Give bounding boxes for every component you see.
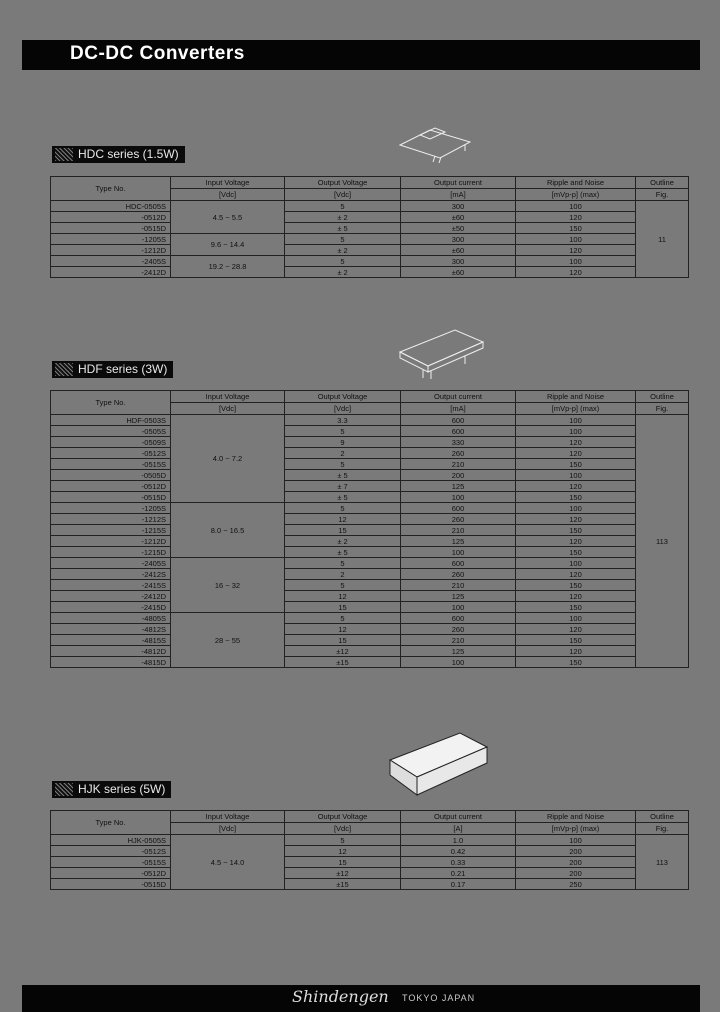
- hjk-spec-table: [50, 810, 689, 890]
- ripple-noise: 100: [516, 256, 636, 267]
- table-row: [51, 470, 689, 481]
- output-voltage: 5: [285, 613, 401, 624]
- col-header-input-unit: [Vdc]: [171, 823, 285, 835]
- output-voltage: ± 5: [285, 492, 401, 503]
- type-number: -0509S: [51, 437, 171, 448]
- table-row: [51, 426, 689, 437]
- table-row: [51, 835, 689, 846]
- table-row: [51, 846, 689, 857]
- hdc-series-label: HDC series (1.5W): [52, 146, 185, 163]
- type-number: -0515S: [51, 857, 171, 868]
- input-voltage-range: 19.2 ~ 28.8: [171, 256, 285, 278]
- type-number: -1212D: [51, 245, 171, 256]
- output-current: 260: [401, 569, 516, 580]
- table-row: [51, 448, 689, 459]
- output-current: 125: [401, 646, 516, 657]
- ripple-noise: 120: [516, 267, 636, 278]
- type-number: -1212S: [51, 514, 171, 525]
- col-header-outline: Outline: [636, 811, 689, 823]
- footer-bar: [22, 985, 700, 1012]
- col-header-fig: Fig.: [636, 189, 689, 201]
- type-number: -4812S: [51, 624, 171, 635]
- hdc-product-illustration: [395, 120, 485, 165]
- col-header-output-current-unit: [A]: [401, 823, 516, 835]
- ripple-noise: 120: [516, 514, 636, 525]
- ripple-noise: 100: [516, 558, 636, 569]
- hjk-product-illustration: [385, 725, 495, 805]
- type-number: -0512D: [51, 481, 171, 492]
- table-row: [51, 267, 689, 278]
- ripple-noise: 150: [516, 223, 636, 234]
- ripple-noise: 100: [516, 415, 636, 426]
- ripple-noise: 150: [516, 459, 636, 470]
- type-number: -2405S: [51, 558, 171, 569]
- output-current: 210: [401, 525, 516, 536]
- table-row: [51, 536, 689, 547]
- col-header-output-current: Output current: [401, 811, 516, 823]
- input-voltage-range: 28 ~ 55: [171, 613, 285, 668]
- series-marker-icon: [55, 363, 73, 376]
- ripple-noise: 100: [516, 201, 636, 212]
- type-number: -0515D: [51, 492, 171, 503]
- output-current: 260: [401, 448, 516, 459]
- type-number: -2415S: [51, 580, 171, 591]
- type-number: -1205S: [51, 503, 171, 514]
- table-row: [51, 635, 689, 646]
- type-number: HDC-0505S: [51, 201, 171, 212]
- output-voltage: 3.3: [285, 415, 401, 426]
- output-current: 600: [401, 558, 516, 569]
- ripple-noise: 150: [516, 580, 636, 591]
- ripple-noise: 250: [516, 879, 636, 890]
- output-current: 1.0: [401, 835, 516, 846]
- output-current: 300: [401, 201, 516, 212]
- ripple-noise: 150: [516, 602, 636, 613]
- col-header-fig: Fig.: [636, 403, 689, 415]
- table-row: [51, 580, 689, 591]
- table-row: [51, 602, 689, 613]
- header-bar: [22, 40, 700, 70]
- output-current: 210: [401, 580, 516, 591]
- type-number: -4812D: [51, 646, 171, 657]
- series-marker-icon: [55, 148, 73, 161]
- output-current: 300: [401, 234, 516, 245]
- type-number: -1205S: [51, 234, 171, 245]
- output-voltage: 5: [285, 426, 401, 437]
- ripple-noise: 100: [516, 426, 636, 437]
- ripple-noise: 120: [516, 536, 636, 547]
- output-current: 125: [401, 536, 516, 547]
- ripple-noise: 120: [516, 437, 636, 448]
- col-header-type: Type No.: [51, 811, 171, 835]
- output-voltage: ±12: [285, 868, 401, 879]
- output-current: ±60: [401, 267, 516, 278]
- output-voltage: ± 5: [285, 223, 401, 234]
- input-voltage-range: 9.6 ~ 14.4: [171, 234, 285, 256]
- col-header-input-unit: [Vdc]: [171, 189, 285, 201]
- output-current: 0.17: [401, 879, 516, 890]
- col-header-type: Type No.: [51, 177, 171, 201]
- col-header-outline: Outline: [636, 177, 689, 189]
- table-row: [51, 646, 689, 657]
- table-row: [51, 613, 689, 624]
- output-voltage: 12: [285, 591, 401, 602]
- table-row: [51, 591, 689, 602]
- type-number: -2405S: [51, 256, 171, 267]
- type-number: -0515D: [51, 223, 171, 234]
- ripple-noise: 100: [516, 234, 636, 245]
- ripple-noise: 100: [516, 503, 636, 514]
- input-voltage-range: 16 ~ 32: [171, 558, 285, 613]
- table-row: [51, 245, 689, 256]
- ripple-noise: 150: [516, 547, 636, 558]
- output-current: 600: [401, 415, 516, 426]
- type-number: -0505S: [51, 426, 171, 437]
- table-row: [51, 492, 689, 503]
- page-title: DC-DC Converters: [70, 43, 245, 64]
- output-voltage: 2: [285, 448, 401, 459]
- output-current: 260: [401, 514, 516, 525]
- output-current: 0.33: [401, 857, 516, 868]
- type-number: -0515S: [51, 459, 171, 470]
- output-voltage: 5: [285, 234, 401, 245]
- col-header-input-voltage: Input Voltage: [171, 177, 285, 189]
- col-header-output-voltage-unit: [Vdc]: [285, 403, 401, 415]
- col-header-output-voltage: Output Voltage: [285, 811, 401, 823]
- hdf-spec-table: [50, 390, 689, 668]
- ripple-noise: 120: [516, 212, 636, 223]
- type-number: -0512S: [51, 846, 171, 857]
- input-voltage-range: 4.0 ~ 7.2: [171, 415, 285, 503]
- output-current: ±60: [401, 245, 516, 256]
- ripple-noise: 120: [516, 448, 636, 459]
- table-row: [51, 569, 689, 580]
- output-voltage: 15: [285, 602, 401, 613]
- input-voltage-range: 4.5 ~ 14.0: [171, 835, 285, 890]
- table-row: [51, 415, 689, 426]
- table-row: [51, 868, 689, 879]
- col-header-ripple-unit: [mVp-p] (max): [516, 403, 636, 415]
- col-header-output-voltage-unit: [Vdc]: [285, 189, 401, 201]
- output-voltage: ±15: [285, 879, 401, 890]
- output-voltage: 15: [285, 525, 401, 536]
- col-header-output-current-unit: [mA]: [401, 403, 516, 415]
- output-voltage: ± 2: [285, 267, 401, 278]
- ripple-noise: 150: [516, 525, 636, 536]
- output-current: 100: [401, 547, 516, 558]
- col-header-ripple-unit: [mVp-p] (max): [516, 189, 636, 201]
- ripple-noise: 120: [516, 481, 636, 492]
- output-current: 210: [401, 635, 516, 646]
- output-current: 100: [401, 602, 516, 613]
- table-row: [51, 234, 689, 245]
- ripple-noise: 100: [516, 470, 636, 481]
- output-current: 100: [401, 492, 516, 503]
- col-header-input-unit: [Vdc]: [171, 403, 285, 415]
- table-row: [51, 525, 689, 536]
- output-voltage: 5: [285, 580, 401, 591]
- output-current: 200: [401, 470, 516, 481]
- ripple-noise: 120: [516, 646, 636, 657]
- output-current: 300: [401, 256, 516, 267]
- output-current: 330: [401, 437, 516, 448]
- output-current: ±60: [401, 212, 516, 223]
- table-row: [51, 212, 689, 223]
- output-voltage: 5: [285, 256, 401, 267]
- type-number: -0512D: [51, 212, 171, 223]
- brand-logo: Shindengen: [292, 987, 389, 1006]
- hjk-series-label: HJK series (5W): [52, 781, 171, 798]
- type-number: -1212D: [51, 536, 171, 547]
- output-voltage: 12: [285, 624, 401, 635]
- output-voltage: 5: [285, 558, 401, 569]
- type-number: -0512S: [51, 448, 171, 459]
- ripple-noise: 120: [516, 245, 636, 256]
- output-voltage: 15: [285, 857, 401, 868]
- col-header-ripple-unit: [mVp-p] (max): [516, 823, 636, 835]
- table-row: [51, 256, 689, 267]
- table-row: [51, 624, 689, 635]
- table-row: [51, 459, 689, 470]
- output-voltage: 2: [285, 569, 401, 580]
- table-row: [51, 558, 689, 569]
- outline-fig: 113: [636, 415, 689, 668]
- ripple-noise: 100: [516, 613, 636, 624]
- input-voltage-range: 4.5 ~ 5.5: [171, 201, 285, 234]
- output-current: 210: [401, 459, 516, 470]
- col-header-output-voltage: Output Voltage: [285, 177, 401, 189]
- input-voltage-range: 8.0 ~ 16.5: [171, 503, 285, 558]
- type-number: HDF-0503S: [51, 415, 171, 426]
- table-row: [51, 547, 689, 558]
- output-current: 0.21: [401, 868, 516, 879]
- ripple-noise: 120: [516, 624, 636, 635]
- col-header-input-voltage: Input Voltage: [171, 391, 285, 403]
- ripple-noise: 200: [516, 857, 636, 868]
- series-marker-icon: [55, 783, 73, 796]
- type-number: -2412D: [51, 591, 171, 602]
- outline-fig: 113: [636, 835, 689, 890]
- type-number: -1215S: [51, 525, 171, 536]
- table-row: [51, 657, 689, 668]
- output-voltage: 5: [285, 835, 401, 846]
- col-header-output-current: Output current: [401, 177, 516, 189]
- output-current: 260: [401, 624, 516, 635]
- col-header-output-current: Output current: [401, 391, 516, 403]
- table-row: [51, 223, 689, 234]
- outline-fig: 11: [636, 201, 689, 278]
- table-row: [51, 437, 689, 448]
- ripple-noise: 150: [516, 492, 636, 503]
- type-number: -0512D: [51, 868, 171, 879]
- ripple-noise: 200: [516, 846, 636, 857]
- output-current: 600: [401, 426, 516, 437]
- col-header-ripple-noise: Ripple and Noise: [516, 811, 636, 823]
- output-voltage: ± 2: [285, 245, 401, 256]
- col-header-output-voltage-unit: [Vdc]: [285, 823, 401, 835]
- table-row: [51, 201, 689, 212]
- output-voltage: ± 2: [285, 536, 401, 547]
- type-number: HJK-0505S: [51, 835, 171, 846]
- ripple-noise: 200: [516, 868, 636, 879]
- output-current: 125: [401, 591, 516, 602]
- hdf-series-label: HDF series (3W): [52, 361, 173, 378]
- col-header-type: Type No.: [51, 391, 171, 415]
- col-header-outline: Outline: [636, 391, 689, 403]
- output-voltage: 9: [285, 437, 401, 448]
- output-voltage: ±12: [285, 646, 401, 657]
- output-voltage: 5: [285, 459, 401, 470]
- output-voltage: 5: [285, 201, 401, 212]
- output-current: 0.42: [401, 846, 516, 857]
- brand-location: TOKYO JAPAN: [402, 993, 476, 1003]
- col-header-fig: Fig.: [636, 823, 689, 835]
- type-number: -2412D: [51, 267, 171, 278]
- table-row: [51, 503, 689, 514]
- type-number: -4815S: [51, 635, 171, 646]
- type-number: -4805S: [51, 613, 171, 624]
- output-voltage: ± 5: [285, 547, 401, 558]
- table-row: [51, 879, 689, 890]
- output-voltage: ±15: [285, 657, 401, 668]
- output-current: 100: [401, 657, 516, 668]
- type-number: -1215D: [51, 547, 171, 558]
- col-header-output-current-unit: [mA]: [401, 189, 516, 201]
- output-voltage: ± 2: [285, 212, 401, 223]
- output-current: 600: [401, 503, 516, 514]
- ripple-noise: 150: [516, 657, 636, 668]
- type-number: -2415D: [51, 602, 171, 613]
- col-header-input-voltage: Input Voltage: [171, 811, 285, 823]
- col-header-ripple-noise: Ripple and Noise: [516, 177, 636, 189]
- col-header-output-voltage: Output Voltage: [285, 391, 401, 403]
- table-row: [51, 481, 689, 492]
- output-voltage: ± 5: [285, 470, 401, 481]
- ripple-noise: 100: [516, 835, 636, 846]
- output-current: ±50: [401, 223, 516, 234]
- output-voltage: ± 7: [285, 481, 401, 492]
- type-number: -0505D: [51, 470, 171, 481]
- type-number: -2412S: [51, 569, 171, 580]
- output-voltage: 15: [285, 635, 401, 646]
- ripple-noise: 150: [516, 635, 636, 646]
- type-number: -0515D: [51, 879, 171, 890]
- table-row: [51, 514, 689, 525]
- type-number: -4815D: [51, 657, 171, 668]
- table-row: [51, 857, 689, 868]
- ripple-noise: 120: [516, 569, 636, 580]
- output-current: 600: [401, 613, 516, 624]
- hdc-spec-table: [50, 176, 689, 278]
- col-header-ripple-noise: Ripple and Noise: [516, 391, 636, 403]
- output-voltage: 12: [285, 514, 401, 525]
- output-voltage: 5: [285, 503, 401, 514]
- output-voltage: 12: [285, 846, 401, 857]
- hdf-product-illustration: [395, 322, 490, 380]
- ripple-noise: 120: [516, 591, 636, 602]
- output-current: 125: [401, 481, 516, 492]
